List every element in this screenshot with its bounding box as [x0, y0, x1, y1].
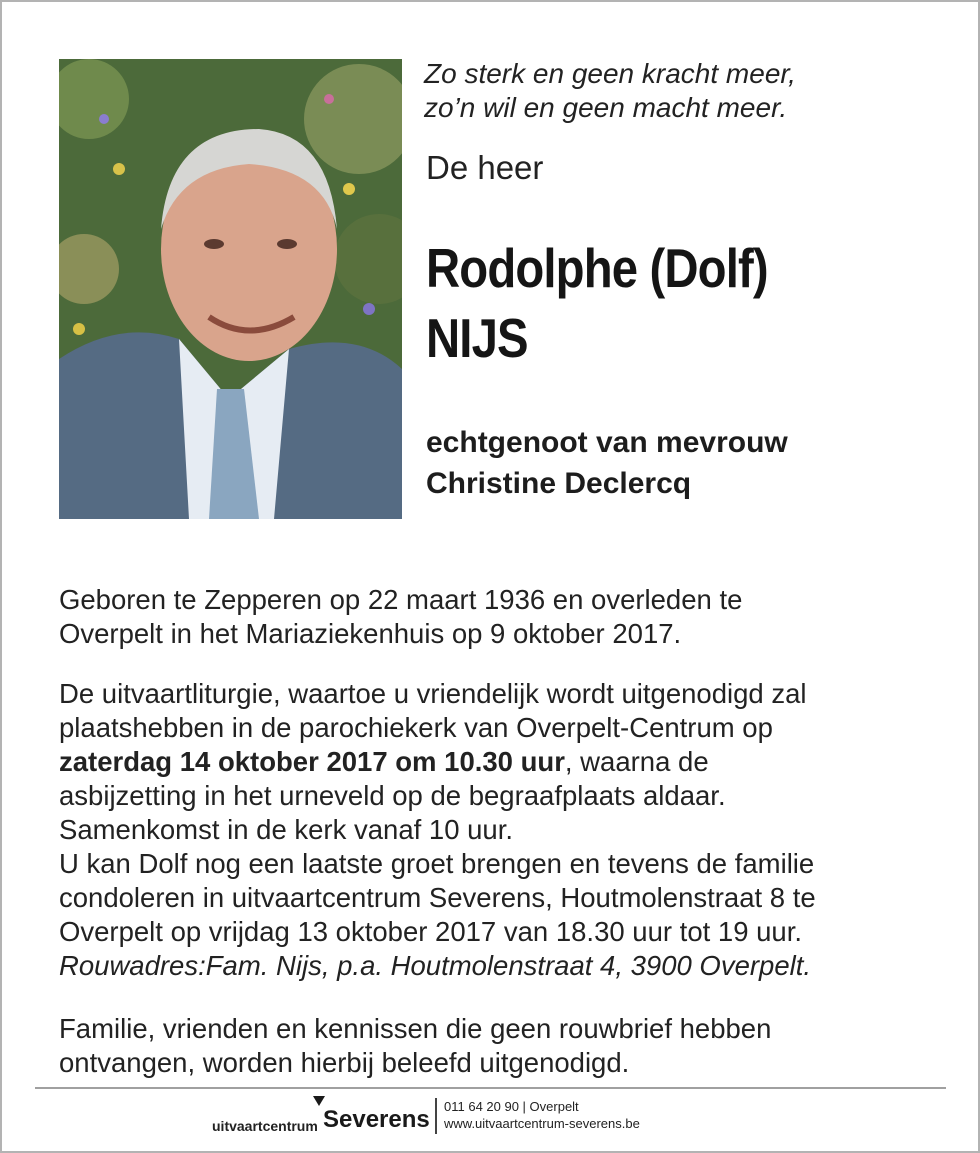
last-name: NIJS [426, 307, 528, 369]
text-line [59, 745, 939, 779]
text-line: Samenkomst in de kerk vanaf 10 uur. [59, 814, 513, 845]
birth-death-paragraph [59, 583, 939, 651]
text-line: Overpelt op vrijdag 13 oktober 2017 van 18.30 uur tot 19 uur. [59, 916, 802, 947]
honorific: De heer [426, 149, 544, 186]
deceased-name [426, 233, 768, 373]
spouse-info [426, 422, 788, 504]
text-line: ontvangen, worden hierbij beleefd uitgenodigd. [59, 1047, 630, 1078]
text-line: Overpelt in het Mariaziekenhuis op 9 oktober 2017. [59, 618, 682, 649]
mourning-address [59, 949, 939, 983]
brand-triangle-icon [313, 1096, 325, 1106]
quote-line: Zo sterk en geen kracht meer, [424, 58, 796, 89]
address-text: Rouwadres:Fam. Nijs, p.a. Houtmolenstraat 4, 3900 Overpelt. [59, 950, 812, 981]
text-line: condoleren in uitvaartcentrum Severens, Houtmolenstraat 8 te [59, 882, 816, 913]
funeral-date: zaterdag 14 oktober 2017 om 10.30 uur [59, 746, 565, 777]
brand-name: Severens [323, 1106, 430, 1133]
phone-line: 011 64 20 90 | Overpelt [444, 1099, 579, 1114]
quote-line: zo’n wil en geen macht meer. [424, 92, 788, 123]
text-line: asbijzetting in het urneveld op de begraafplaats aldaar. [59, 780, 726, 811]
contact-info [444, 1098, 640, 1132]
closing-paragraph [59, 1012, 939, 1080]
text-line: Familie, vrienden en kennissen die geen rouwbrief hebben [59, 1013, 772, 1044]
spouse-line: echtgenoot van mevrouw [426, 426, 788, 459]
footer-separator [435, 1098, 437, 1134]
text-line: plaatshebben in de parochiekerk van Overpelt-Centrum op [59, 712, 773, 743]
memorial-quote [424, 57, 796, 125]
spouse-line: Christine Declercq [426, 467, 692, 500]
text-line: U kan Dolf nog een laatste groet brengen en tevens de familie [59, 848, 815, 879]
text-line: Geboren te Zepperen op 22 maart 1936 en overleden te [59, 584, 743, 615]
first-name: Rodolphe (Dolf) [426, 237, 768, 299]
portrait-photo [59, 59, 402, 519]
footer-divider [35, 1087, 946, 1089]
text-line: De uitvaartliturgie, waartoe u vriendelijk wordt uitgenodigd zal [59, 678, 807, 709]
brand-prefix: uitvaartcentrum [212, 1118, 318, 1134]
website-link[interactable]: www.uitvaartcentrum-severens.be [444, 1116, 640, 1131]
text-fragment: , waarna de [564, 746, 709, 777]
funeral-paragraph [59, 677, 939, 983]
